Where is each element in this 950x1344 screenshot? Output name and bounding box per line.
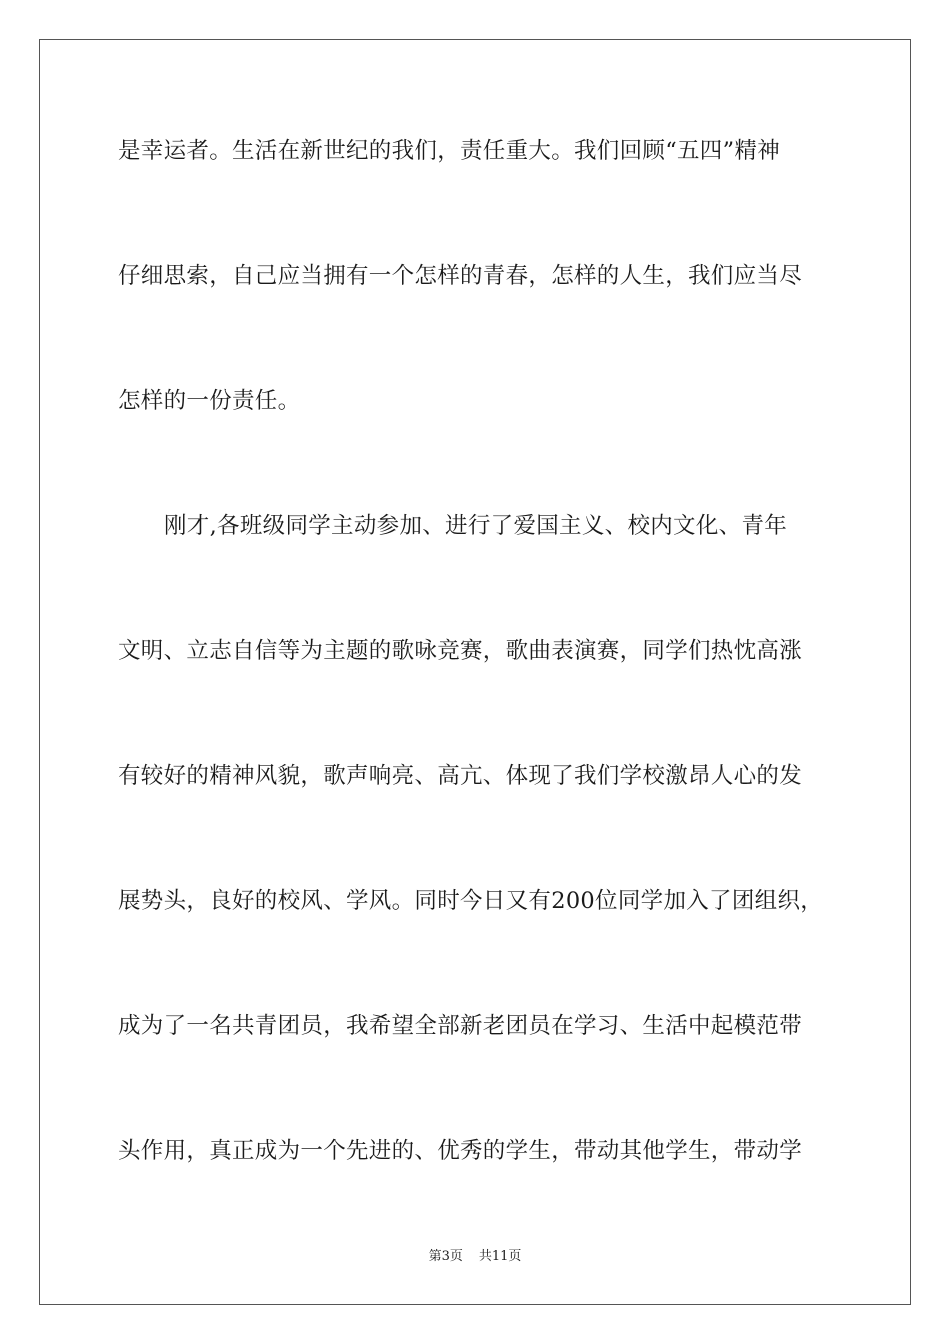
body-line-5: 文明、立志自信等为主题的歌咏竞赛，歌曲表演赛，同学们热忱高涨 — [118, 638, 803, 664]
body-line-2: 仔细思索，自己应当拥有一个怎样的青春，怎样的人生，我们应当尽 — [118, 263, 803, 289]
body-line-4: 刚才,各班级同学主动参加、进行了爱国主义、校内文化、青年 — [164, 513, 788, 539]
page-total: 共11页 — [478, 1249, 522, 1264]
body-line-8: 成为了一名共青团员，我希望全部新老团员在学习、生活中起模范带 — [118, 1013, 803, 1039]
page-footer — [0, 1248, 950, 1266]
page-number: 第3页 — [428, 1249, 463, 1264]
body-line-6: 有较好的精神风貌，歌声响亮、高亢、体现了我们学校激昂人心的发 — [118, 763, 803, 789]
body-line-7: 展势头，良好的校风、学风。同时今日又有200位同学加入了团组织， — [118, 888, 824, 914]
body-line-1: 是幸运者。生活在新世纪的我们，责任重大。我们回顾“五四”精神 — [118, 138, 781, 164]
page-frame — [39, 39, 911, 1305]
body-line-9: 头作用，真正成为一个先进的、优秀的学生，带动其他学生，带动学 — [118, 1138, 803, 1164]
body-line-3: 怎样的一份责任。 — [118, 388, 301, 414]
